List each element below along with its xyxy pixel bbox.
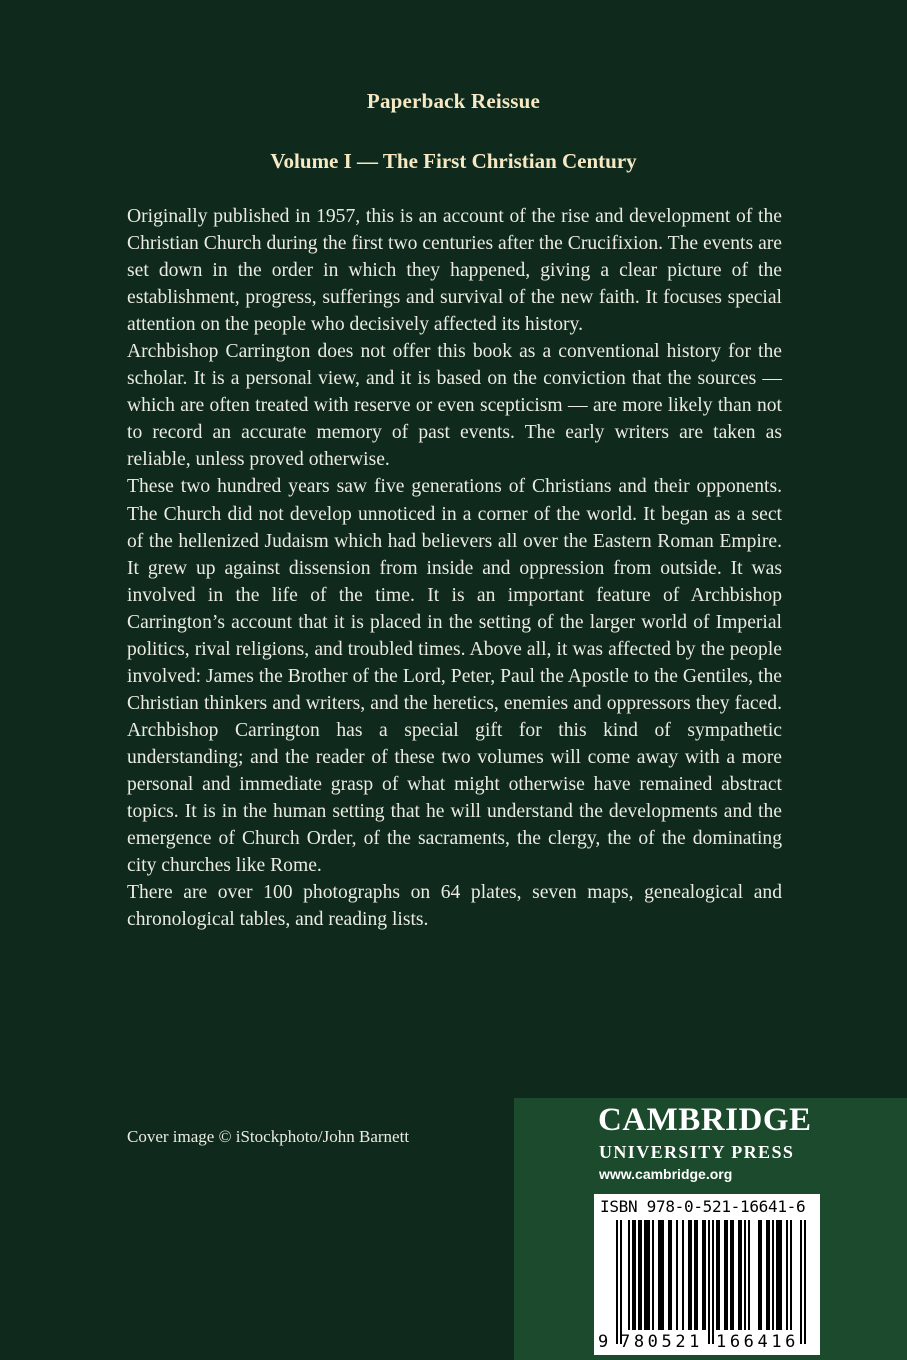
publisher-url: www.cambridge.org <box>599 1166 733 1182</box>
publisher-panel <box>514 1098 907 1360</box>
isbn-label: ISBN 978-0-521-16641-6 <box>600 1197 806 1216</box>
volume-heading: Volume I — The First Christian Century <box>270 149 637 173</box>
blurb-paragraph: Archbishop Carrington does not offer this book as a conventional history for the scholar. It is a personal view, and it is based on the conviction that the sources — which are often treated with reserve or even scepticism — are more likely than not to record an accurate memory of past events. The early writers are taken as reliable, unless proved otherwise. <box>127 341 782 471</box>
barcode-digit-group-right: 166416 <box>716 1332 800 1352</box>
publisher-name: CAMBRIDGE <box>598 1102 812 1138</box>
blurb-paragraph: These two hundred years saw five generations of Christians and their opponents. The Church did not develop unnoticed in a corner of the world. It began as a sect of the hellenized Judaism which had believers all over the Eastern Roman Empire. It grew up against dissension from inside and oppression from outside. It was involved in the life of the time. It is an important feature of Archbishop Carrington’s account that it is placed in the setting of the larger world of Imperial politics, rival religions, and troubled times. Above all, it was affected by the people involved: James the Brother of the Lord, Peter, Paul the Apostle to the Gentiles, the Christian thinkers and writers, and the heretics, enemies and oppressors they faced. Archbishop Carrington has a special gift for this kind of sympathetic understanding; and the reader of these two volumes will come away with a more personal and immediate grasp of what might otherwise have remained abstract topics. It is in the human setting that he will understand the developments and the emergence of Church Order, of the sacraments, the clergy, the of the dominating city churches like Rome. <box>127 476 782 877</box>
barcode-digits <box>594 1331 820 1353</box>
blurb-paragraph: There are over 100 photographs on 64 plates, seven maps, genealogical and chronological tables, and reading lists. <box>127 882 782 931</box>
cover-image-credit: Cover image © iStockphoto/John Barnett <box>127 1127 410 1146</box>
blurb-text <box>127 203 782 933</box>
blurb-paragraph: Originally published in 1957, this is an account of the rise and development of the Christian Church during the first two centuries after the Crucifixion. The events are set down in the order in which they happened, giving a clear picture of the establishment, progress, sufferings and survival of the new faith. It focuses special attention on the people who decisively affected its history. <box>127 206 782 336</box>
barcode-box <box>594 1194 820 1355</box>
publisher-press: UNIVERSITY PRESS <box>599 1142 795 1162</box>
barcode-digit-group-left: 780521 <box>620 1332 704 1352</box>
barcode-digit-prefix: 9 <box>598 1332 609 1352</box>
reissue-heading: Paperback Reissue <box>366 89 541 113</box>
